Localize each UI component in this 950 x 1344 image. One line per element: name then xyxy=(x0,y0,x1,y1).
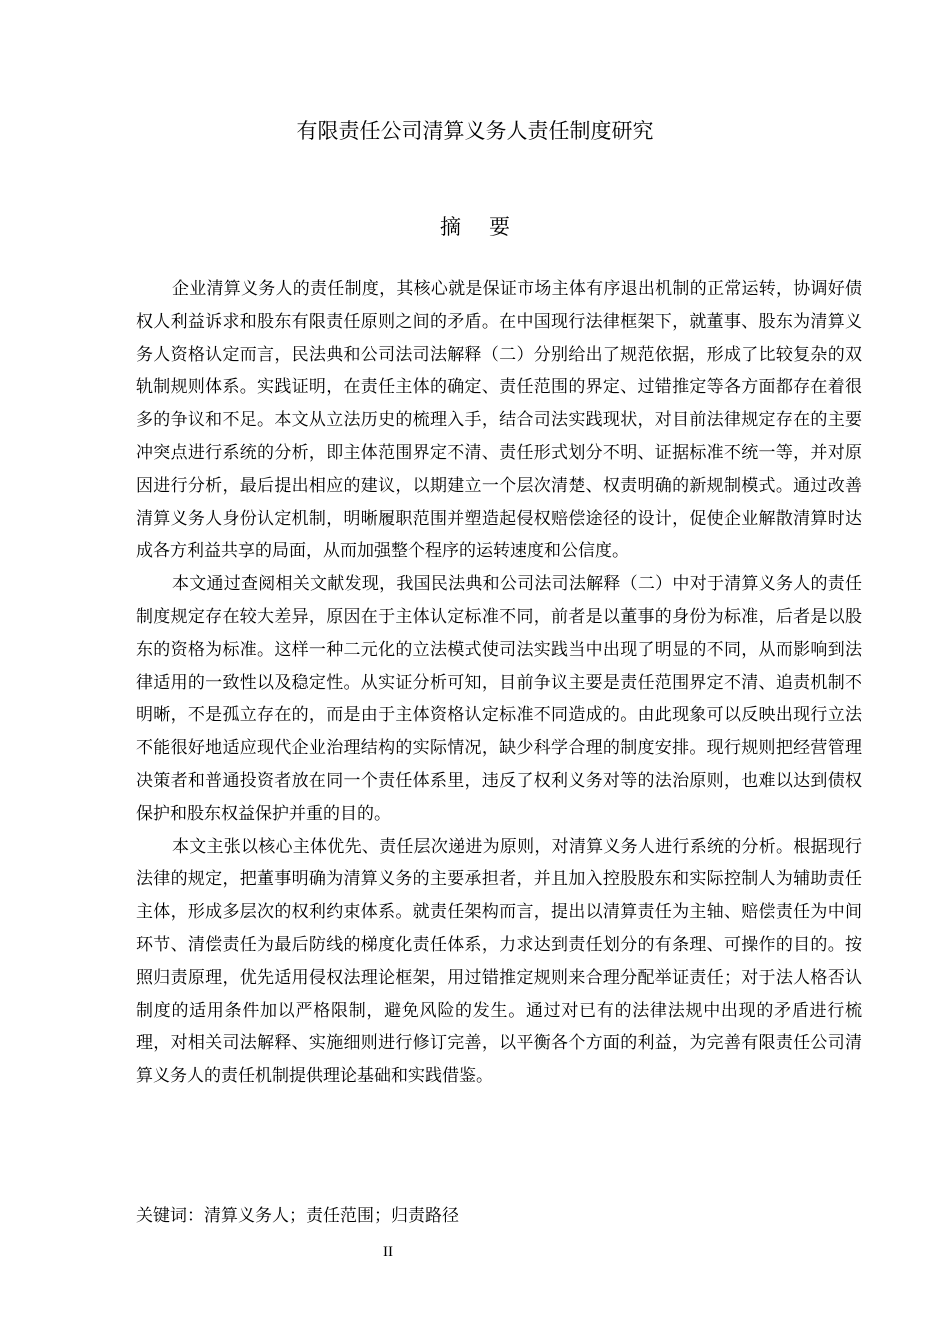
abstract-paragraph-2: 本文通过查阅相关文献发现，我国民法典和公司法司法解释（二）中对于清算义务人的责任制度规定存在较大差异，原因在于主体认定标准不同，前者是以董事的身份为标准，后者是以股东的资格为标准。这样一种二元化的立法模式使司法实践当中出现了明显的不同，从而影响到法律适用的一致性以及稳定性。从实证分析可知，目前争议主要是责任范围界定不清、追责机制不明晰，不是孤立存在的，而是由于主体资格认定标准不同造成的。由此现象可以反映出现行立法不能很好地适应现代企业治理结构的实际情况，缺少科学合理的制度安排。现行规则把经营管理决策者和普通投资者放在同一个责任体系里，违反了权利义务对等的法治原则，也难以达到债权保护和股东权益保护并重的目的。 xyxy=(136,574,862,824)
abstract-body xyxy=(136,273,862,1093)
keywords-line: 关键词：清算义务人；责任范围；归责路径 xyxy=(136,1206,459,1226)
document-title: 有限责任公司清算义务人责任制度研究 xyxy=(296,119,654,143)
abstract-paragraph-1: 企业清算义务人的责任制度，其核心就是保证市场主体有序退出机制的正常运转，协调好债权人利益诉求和股东有限责任原则之间的矛盾。在中国现行法律框架下，就董事、股东为清算义务人资格认定而言，民法典和公司法司法解释（二）分别给出了规范依据，形成了比较复杂的双轨制规则体系。实践证明，在责任主体的确定、责任范围的界定、过错推定等各方面都存在着很多的争议和不足。本文从立法历史的梳理入手，结合司法实践现状，对目前法律规定存在的主要冲突点进行系统的分析，即主体范围界定不清、责任形式划分不明、证据标准不统一等，并对原因进行分析，最后提出相应的建议，以期建立一个层次清楚、权责明确的新规制模式。通过改善清算义务人身份认定机制，明晰履职范围并塑造起侵权赔偿途径的设计，促使企业解散清算时达成各方利益共享的局面，从而加强整个程序的运转速度和公信度。 xyxy=(136,279,862,562)
page-number: II xyxy=(383,1244,393,1260)
abstract-heading: 摘要 xyxy=(440,215,538,239)
abstract-paragraph-3: 本文主张以核心主体优先、责任层次递进为原则，对清算义务人进行系统的分析。根据现行法律的规定，把董事明确为清算义务的主要承担者，并且加入控股股东和实际控制人为辅助责任主体，形成多层次的权利约束体系。就责任架构而言，提出以清算责任为主轴、赔偿责任为中间环节、清偿责任为最后防线的梯度化责任体系，力求达到责任划分的有条理、可操作的目的。按照归责原理，优先适用侵权法理论框架，用过错推定规则来合理分配举证责任；对于法人格否认制度的适用条件加以严格限制，避免风险的发生。通过对已有的法律法规中出现的矛盾进行梳理，对相关司法解释、实施细则进行修订完善，以平衡各个方面的利益，为完善有限责任公司清算义务人的责任机制提供理论基础和实践借鉴。 xyxy=(136,836,862,1087)
